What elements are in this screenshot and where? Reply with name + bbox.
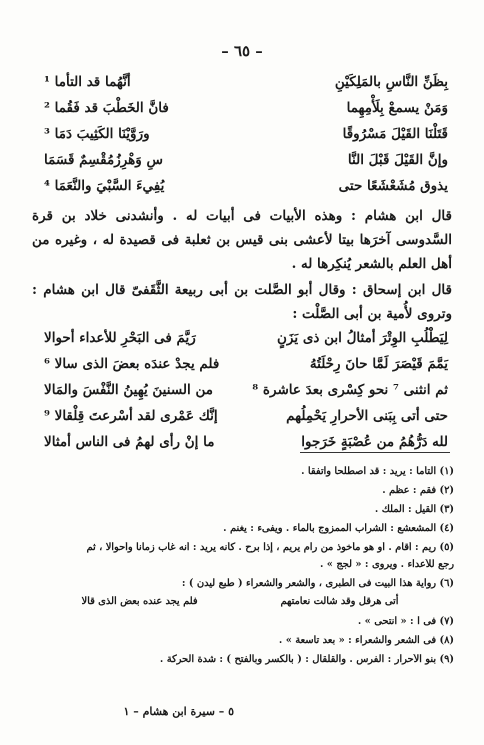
verse-right-hemistich: وَمَنْ يسمعْ بِلَأْمِهِما: [346, 100, 448, 116]
verse-left-hemistich: من السنينَ يُهِينُ النَّفْسَ والمَالا: [44, 382, 213, 398]
prose-paragraph: قال ابن إسحاق : وقال أبو الصَّلت بن أبى ربيعة الثَّقَفىّ قال ابن هشام : وتروى لأُمية بن أبى الصَّلْت :: [32, 282, 452, 322]
footnote: رجع للأعداء . ويروى : « لجج » .: [319, 559, 454, 570]
verse-right-hemistich: وإنَّ القَيْلَ قَبْلَ النَّا: [347, 152, 448, 168]
verse-right-hemistich: لله دَرُّهُمُ من عُصْبَةٍ خَرَجوا: [301, 434, 448, 450]
footnote: (٥) ريم : أقام . أو هو مأخوذ من رام يريم ، إذا برح . كأنه يريد : أنه غاب زمانا وأحوالا ، ثم: [86, 542, 454, 553]
verse-right-hemistich: لِيَطْلُبِ الوِتْرَ أمثالُ ابن ذى يَزَنٍ: [277, 330, 448, 346]
verse-line: [44, 356, 448, 376]
footnote: (٦) رواية هذا البيت فى الطبرى ، والشعر والشعراء ( طبع ليدن ) :: [181, 578, 454, 589]
verse-line: [44, 100, 448, 120]
verse-line: [44, 408, 448, 428]
verse-left-hemistich: سِ وَهْرِزُمُقْسِمٌ قَسَمَا: [44, 152, 163, 168]
prose-paragraph: قال ابن هشام : وهذه الأبيات فى أبيات له . وأنشدنى خلاد بن قرة السَّدوسى آخرَها بيتا لأعشى بنى قيس بن ثعلبة فى قصيدة له ، وغيره من أهل العلم بالشعر يُنكِرها له .: [32, 208, 452, 272]
verse-right-hemistich: قَتَلْنَا القَيْلَ مَسْرُوقًا: [342, 126, 448, 142]
verse-left-hemistich: إنَّك عَمْرى لقد أسْرعتَ قِلْقالا ⁹: [44, 408, 218, 424]
footnote: (٣) القيل : الملك .: [374, 504, 454, 515]
verse-left-hemistich: ورَوَّيْنَا الكَثِيبَ دَمَا ³: [44, 126, 150, 142]
footnote: (١) التأما : يريد : قد اصطلحا واتفقا .: [301, 466, 454, 477]
verse-right-hemistich: بِظَنِّ النَّاسِ بالمَلِكَيْنِ: [334, 74, 448, 90]
footnote: (٤) المشعشع : الشراب الممزوج بالماء . ويفىء : يغنم .: [223, 523, 454, 534]
verse-left-hemistich: يُفِيءَ السَّبْيَ والنَّعَمَا ⁴: [44, 178, 165, 194]
footnote-verse: [40, 596, 440, 607]
signature-mark: ٥ – سيرة ابن هشام – ١: [123, 705, 234, 718]
verse-right-hemistich: أتى هرقل وقد شالت نعامتهم: [280, 596, 399, 607]
verse-right-hemistich: يَمَّمَ قَيْصَرَ لَمَّا حانَ رِحْلَتُهُ: [309, 356, 448, 372]
verse-right-hemistich: حتى أتى بِبَنى الأحرارِ يَحْمِلُهم: [286, 408, 448, 424]
verse-left-hemistich: أنَّهُما قد التأما ¹: [44, 74, 131, 90]
verse-line: [44, 152, 448, 172]
verse-line: [44, 382, 448, 402]
page-number: – ٦٥ –: [221, 42, 263, 60]
verse-left-hemistich: ما إنْ رأى لهمُ فى الناس أمثالا: [44, 434, 215, 450]
verse-right-hemistich: ثم انثنى ⁷ نحو كِسْرى بعدَ عاشرة ⁸: [252, 382, 448, 398]
verse-line: [44, 434, 448, 454]
footnote: (٢) فقم : عظم .: [382, 485, 454, 496]
verse-left-hemistich: رَيَّمَ فى البَحْرِ للأعداء أحوالا: [44, 330, 196, 346]
footnote: (٩) بنو الأحرار : الفرس . والقلقال : ( بالكسر وبالفتح ) : شدة الحركة .: [159, 654, 454, 665]
verse-line: [44, 330, 448, 350]
verse-line: [44, 178, 448, 198]
footnote-divider: [300, 452, 450, 453]
verse-left-hemistich: فلم يجد عنده بعض الذى قالا: [81, 596, 198, 607]
footnote: (٧) فى ا : « انتحى » .: [357, 616, 454, 627]
verse-line: [44, 74, 448, 94]
verse-left-hemistich: فلم يجدْ عندَه بعضَ الذى سالا ⁶: [44, 356, 220, 372]
verse-left-hemistich: فانَّ الخَطْبَ قد فَقُما ²: [44, 100, 169, 116]
verse-line: [44, 126, 448, 146]
footnote: (٨) فى الشعر والشعراء : « بعد تاسعة » .: [278, 635, 454, 646]
verse-right-hemistich: يذوق مُشَعْشَعًا حتى: [338, 178, 448, 194]
